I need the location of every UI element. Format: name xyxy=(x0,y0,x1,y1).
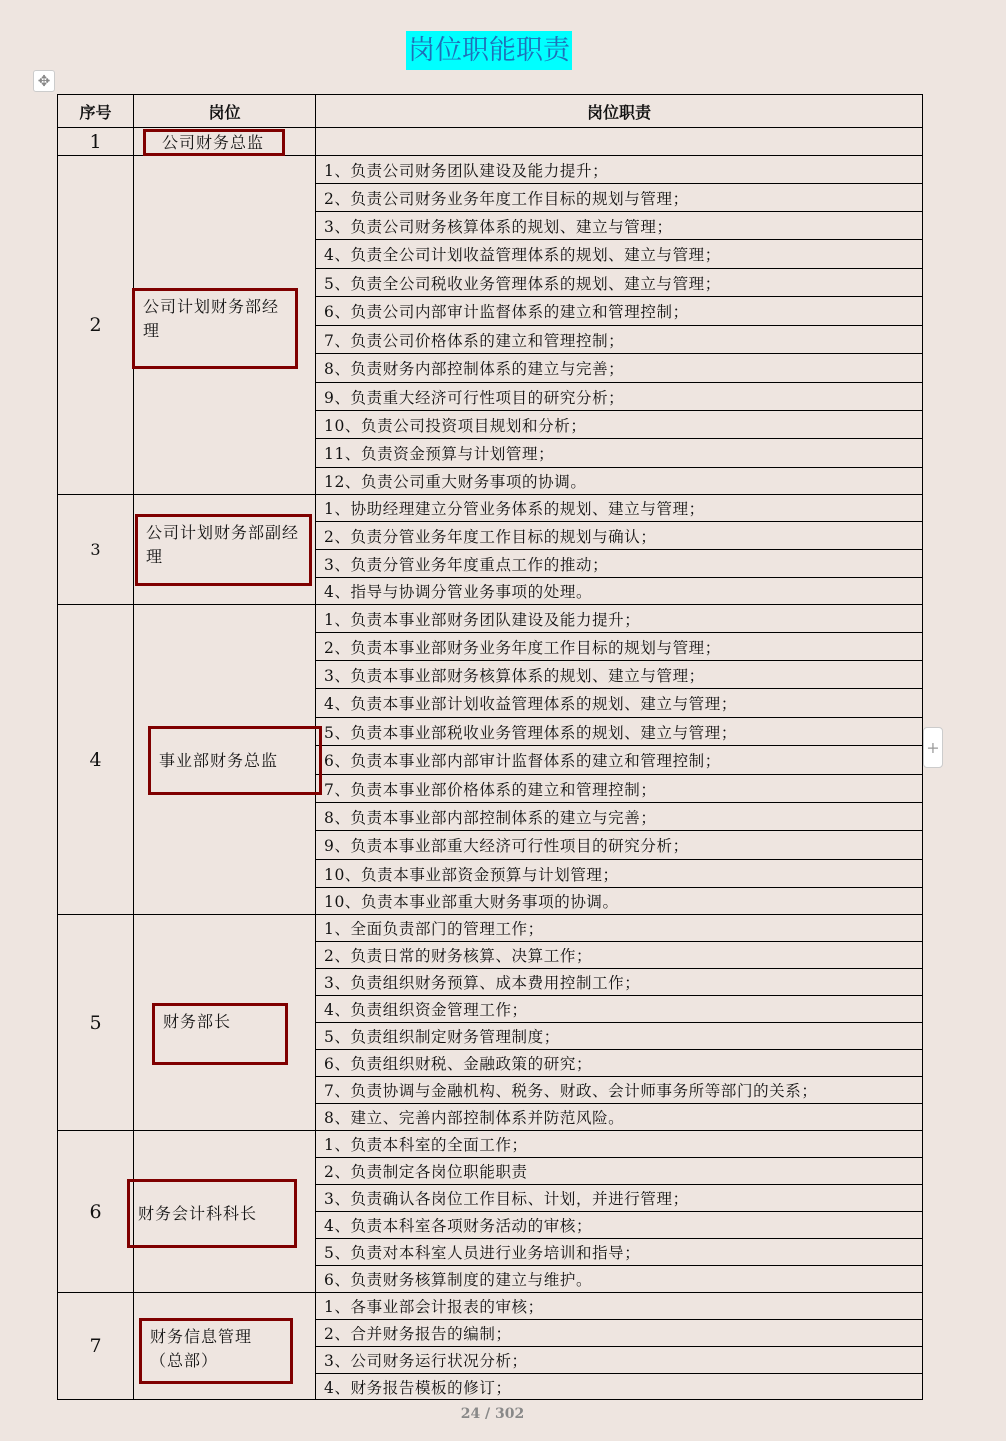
position-cell xyxy=(134,495,316,605)
duty-item: 11、负责资金预算与计划管理； xyxy=(316,439,923,468)
duty-item: 6、负责公司内部审计监督体系的建立和管理控制； xyxy=(316,297,923,326)
duty-item: 7、负责本事业部价格体系的建立和管理控制； xyxy=(316,775,923,803)
duty-item: 3、负责本事业部财务核算体系的规划、建立与管理； xyxy=(316,661,923,689)
duty-item: 5、负责对本科室人员进行业务培训和指导； xyxy=(316,1239,923,1266)
duty-item: 3、公司财务运行状况分析； xyxy=(316,1347,923,1374)
page-indicator: 24 / 302 xyxy=(460,1406,525,1422)
duty-item: 7、负责公司价格体系的建立和管理控制； xyxy=(316,326,923,354)
position-cell xyxy=(134,156,316,495)
duty-item: 2、负责分管业务年度工作目标的规划与确认； xyxy=(316,522,923,550)
duty-item: 1、负责本事业部财务团队建设及能力提升； xyxy=(316,605,923,633)
table-row xyxy=(58,915,923,942)
position-label-box xyxy=(132,288,298,369)
duty-item: 3、负责公司财务核算体系的规划、建立与管理； xyxy=(316,212,923,240)
position-label-box xyxy=(127,1179,297,1248)
duty-item: 2、负责本事业部财务业务年度工作目标的规划与管理； xyxy=(316,633,923,661)
table-row xyxy=(58,1293,923,1320)
seq-cell: 5 xyxy=(58,915,134,1131)
duty-item: 4、财务报告模板的修订； xyxy=(316,1374,923,1400)
document-title: 岗位职能职责 xyxy=(406,31,572,70)
duty-item: 1、各事业部会计报表的审核； xyxy=(316,1293,923,1320)
position-label-box xyxy=(152,1003,288,1065)
position-label-box xyxy=(139,1318,293,1384)
duty-item: 4、负责组织资金管理工作； xyxy=(316,996,923,1023)
duty-item: 2、负责制定各岗位职能职责 xyxy=(316,1158,923,1185)
duty-item: 6、负责组织财税、金融政策的研究； xyxy=(316,1050,923,1077)
position-label-box xyxy=(148,726,322,795)
duty-item: 8、建立、完善内部控制体系并防范风险。 xyxy=(316,1104,923,1131)
position-label-box xyxy=(143,129,285,156)
position-cell xyxy=(134,1293,316,1400)
duty-item: 4、负责本科室各项财务活动的审核； xyxy=(316,1212,923,1239)
duty-item: 1、负责公司财务团队建设及能力提升； xyxy=(316,156,923,184)
position-cell xyxy=(134,128,316,156)
seq-cell: 1 xyxy=(58,128,134,156)
position-cell xyxy=(134,1131,316,1293)
duty-item: 2、负责公司财务业务年度工作目标的规划与管理； xyxy=(316,184,923,212)
position-name: 财务会计科科长 xyxy=(138,1203,258,1223)
header-position: 岗位 xyxy=(134,95,316,128)
position-label-box xyxy=(135,514,312,586)
position-name: 财务部长 xyxy=(163,1012,232,1031)
table-move-handle-icon[interactable]: ✥ xyxy=(33,70,55,92)
duty-item: 6、负责本事业部内部审计监督体系的建立和管理控制； xyxy=(316,746,923,775)
duty-item: 3、负责分管业务年度重点工作的推动； xyxy=(316,550,923,578)
table-row xyxy=(58,1131,923,1158)
duty-item: 3、负责组织财务预算、成本费用控制工作； xyxy=(316,969,923,996)
table-row xyxy=(58,128,923,156)
position-name: 财务信息管理（总部） xyxy=(150,1327,253,1370)
duty-item: 3、负责确认各岗位工作目标、计划，并进行管理； xyxy=(316,1185,923,1212)
position-name: 事业部财务总监 xyxy=(159,750,279,770)
header-duties: 岗位职责 xyxy=(316,95,923,128)
duty-item: 1、全面负责部门的管理工作； xyxy=(316,915,923,942)
duty-item: 7、负责协调与金融机构、税务、财政、会计师事务所等部门的关系； xyxy=(316,1077,923,1104)
duty-item: 12、负责公司重大财务事项的协调。 xyxy=(316,468,923,495)
duty-item: 10、负责公司投资项目规划和分析； xyxy=(316,411,923,439)
seq-cell: 3 xyxy=(58,495,134,605)
duty-item xyxy=(316,128,923,156)
table-header-row xyxy=(58,95,923,128)
duties-table xyxy=(57,94,923,1400)
position-name: 公司计划财务部副经理 xyxy=(146,523,300,566)
duty-item: 8、负责本事业部内部控制体系的建立与完善； xyxy=(316,803,923,831)
duty-item: 6、负责财务核算制度的建立与维护。 xyxy=(316,1266,923,1293)
seq-cell: 2 xyxy=(58,156,134,495)
seq-cell: 6 xyxy=(58,1131,134,1293)
duty-item: 9、负责本事业部重大经济可行性项目的研究分析； xyxy=(316,831,923,860)
duty-item: 4、指导与协调分管业务事项的处理。 xyxy=(316,578,923,605)
position-cell xyxy=(134,605,316,915)
duty-item: 4、负责全公司计划收益管理体系的规划、建立与管理； xyxy=(316,240,923,269)
header-seq: 序号 xyxy=(58,95,134,128)
duty-item: 10、负责本事业部资金预算与计划管理； xyxy=(316,860,923,888)
add-column-icon[interactable]: + xyxy=(923,727,943,768)
duty-item: 2、合并财务报告的编制； xyxy=(316,1320,923,1347)
duty-item: 5、负责全公司税收业务管理体系的规划、建立与管理； xyxy=(316,269,923,297)
duty-item: 8、负责财务内部控制体系的建立与完善； xyxy=(316,354,923,383)
duty-item: 1、负责本科室的全面工作； xyxy=(316,1131,923,1158)
duty-item: 1、协助经理建立分管业务体系的规划、建立与管理； xyxy=(316,495,923,522)
position-name: 公司计划财务部经理 xyxy=(143,297,280,340)
seq-cell: 4 xyxy=(58,605,134,915)
duty-item: 9、负责重大经济可行性项目的研究分析； xyxy=(316,383,923,411)
seq-cell: 7 xyxy=(58,1293,134,1400)
duty-item: 4、负责本事业部计划收益管理体系的规划、建立与管理； xyxy=(316,689,923,718)
duty-item: 10、负责本事业部重大财务事项的协调。 xyxy=(316,888,923,915)
table-row xyxy=(58,495,923,522)
duty-item: 2、负责日常的财务核算、决算工作； xyxy=(316,942,923,969)
position-cell xyxy=(134,915,316,1131)
table-row xyxy=(58,605,923,633)
duty-item: 5、负责本事业部税收业务管理体系的规划、建立与管理； xyxy=(316,718,923,746)
duty-item: 5、负责组织制定财务管理制度； xyxy=(316,1023,923,1050)
table-row xyxy=(58,156,923,184)
position-name: 公司财务总监 xyxy=(162,133,265,152)
